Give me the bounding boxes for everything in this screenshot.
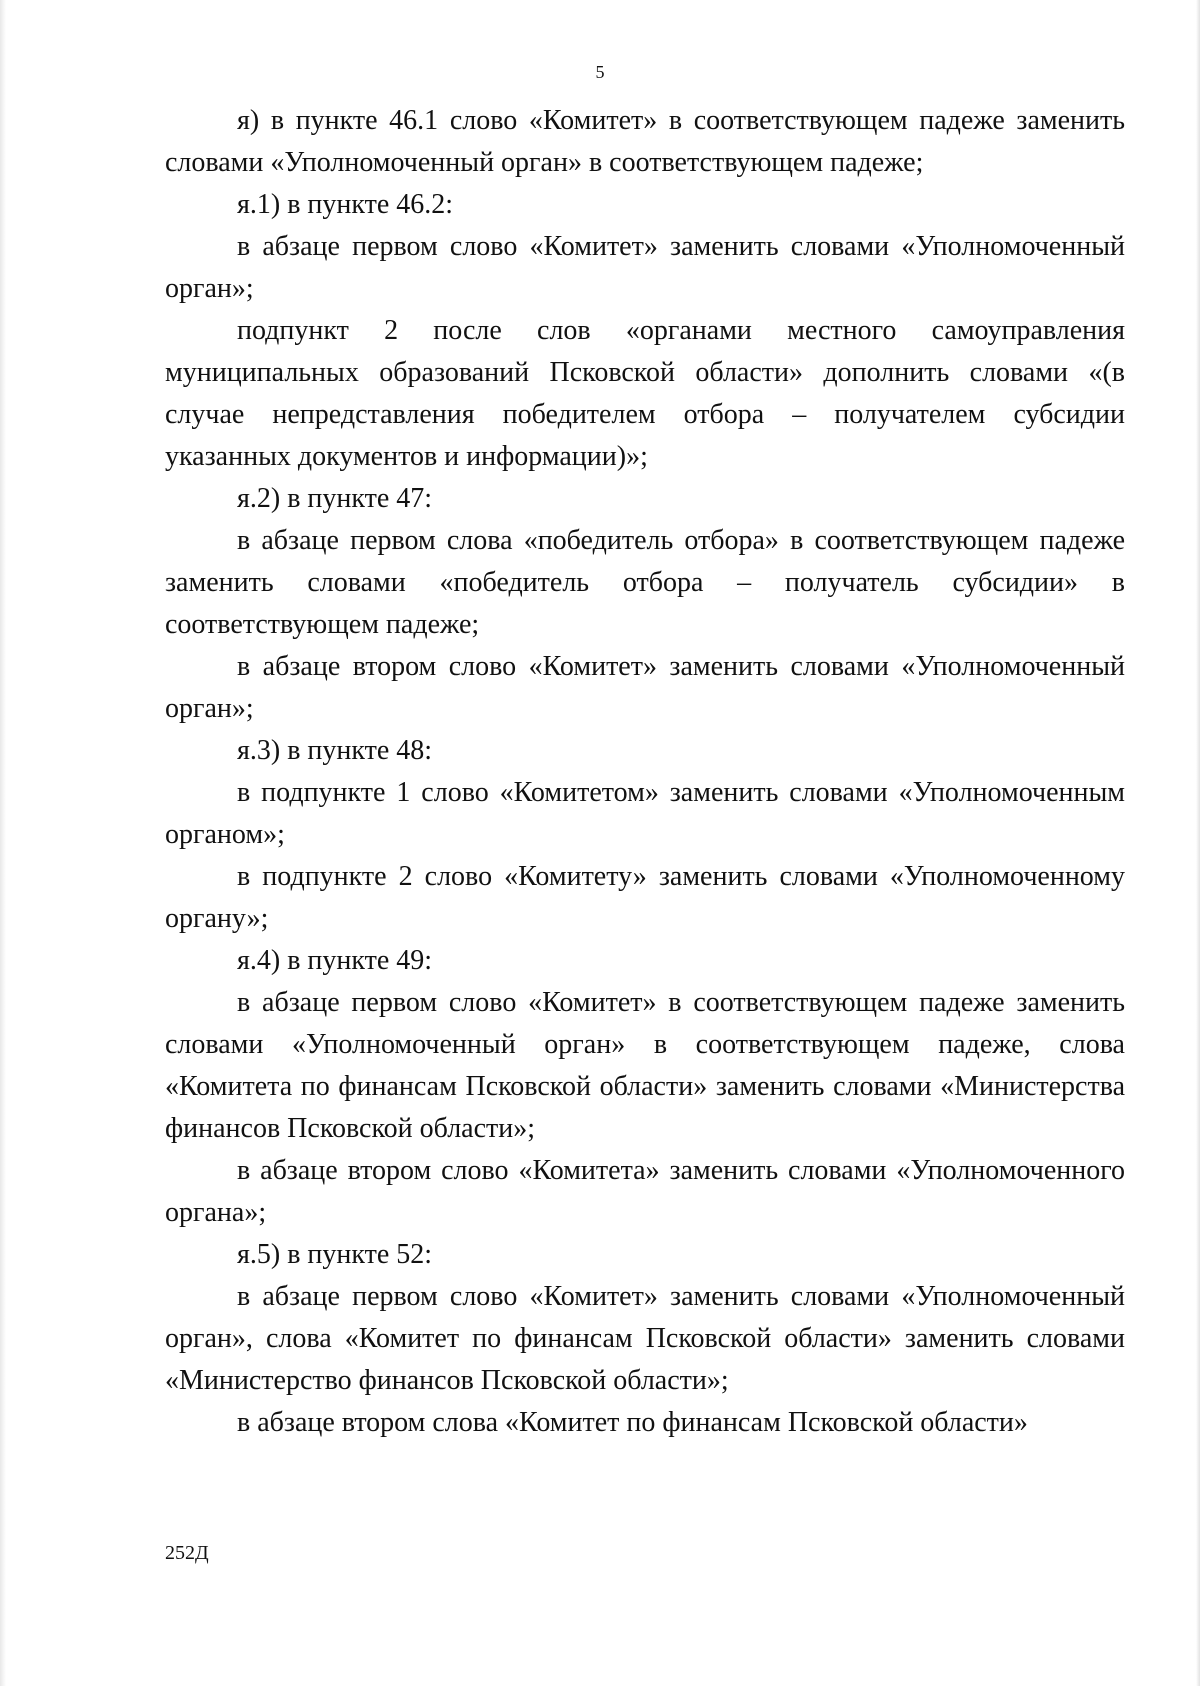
paragraph-ya: я) в пункте 46.1 слово «Комитет» в соответствующем падеже заменить словами «Уполномоченный орган» в соответствующем падеже; bbox=[165, 105, 1125, 178]
paragraph-ya-4-abzac-2: в абзаце втором слово «Комитета» заменить словами «Уполномоченного органа»; bbox=[165, 1155, 1125, 1228]
document-code: 252Д bbox=[165, 1542, 209, 1564]
paragraph-ya-1: я.1) в пункте 46.2: bbox=[237, 189, 454, 220]
paragraph-ya-4: я.4) в пункте 49: bbox=[237, 945, 433, 976]
paragraph-ya-2: я.2) в пункте 47: bbox=[237, 483, 433, 514]
paragraph-ya-3-podpunkt-1: в подпункте 1 слово «Комитетом» заменить словами «Уполномоченным органом»; bbox=[165, 777, 1125, 850]
paragraph-ya-2-abzac-2: в абзаце втором слово «Комитет» заменить словами «Уполномоченный орган»; bbox=[165, 651, 1125, 724]
paragraph-ya-3: я.3) в пункте 48: bbox=[237, 735, 433, 766]
paragraph-ya-3-podpunkt-2: в подпункте 2 слово «Комитету» заменить словами «Уполномоченному органу»; bbox=[165, 861, 1125, 934]
paragraph-ya-5-abzac-1: в абзаце первом слово «Комитет» заменить словами «Уполномоченный орган», слова «Комитет по финансам Псковской области» заменить словами «Министерство финансов Псковской области»; bbox=[165, 1281, 1125, 1396]
document-body bbox=[165, 100, 1125, 1444]
paragraph-ya-2-abzac-1: в абзаце первом слова «победитель отбора» в соответствующем падеже заменить словами «победитель отбора – получатель субсидии» в соответствующем падеже; bbox=[165, 525, 1125, 640]
scan-edge-left bbox=[0, 0, 6, 1686]
scan-edge-right bbox=[1196, 0, 1200, 1686]
paragraph-ya-1-abzac-1: в абзаце первом слово «Комитет» заменить словами «Уполномоченный орган»; bbox=[165, 231, 1125, 304]
paragraph-ya-5: я.5) в пункте 52: bbox=[237, 1239, 433, 1270]
paragraph-ya-1-podpunkt-2: подпункт 2 после слов «органами местного самоуправления муниципальных образований Псковской области» дополнить словами «(в случае непредставления победителем отбора – получателем субсидии указанных документов и информации)»; bbox=[165, 315, 1125, 472]
paragraph-ya-4-abzac-1: в абзаце первом слово «Комитет» в соответствующем падеже заменить словами «Уполномоченный орган» в соответствующем падеже, слова «Комитета по финансам Псковской области» заменить словами «Министерства финансов Псковской области»; bbox=[165, 987, 1125, 1144]
page-number: 5 bbox=[595, 62, 605, 82]
paragraph-ya-5-abzac-2: в абзаце втором слова «Комитет по финансам Псковской области» bbox=[237, 1407, 1028, 1438]
